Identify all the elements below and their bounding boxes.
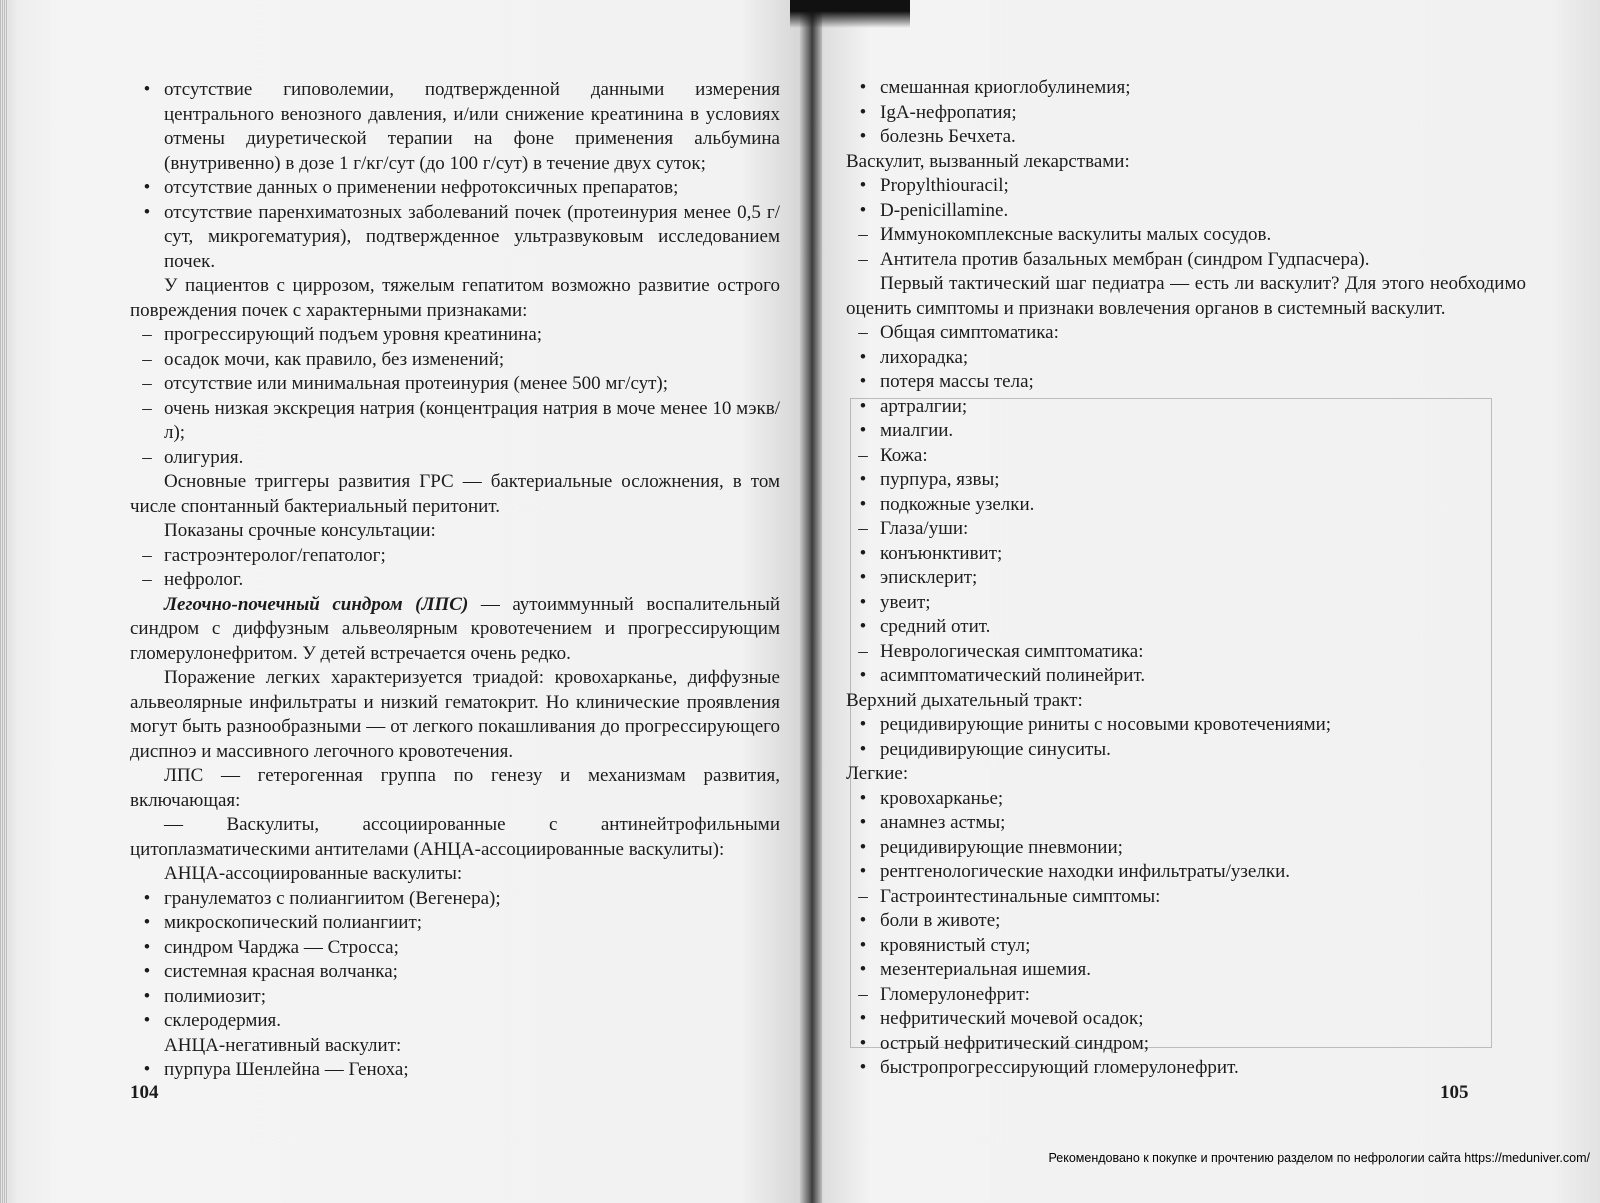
dash-item [846, 321, 1526, 346]
bullet-marker: • [859, 101, 867, 123]
bullet-marker: • [859, 714, 867, 735]
item-text: полимиозит; [164, 985, 267, 1007]
paragraph: Показаны срочные консультации: [164, 520, 436, 541]
watermark: Рекомендовано к покупке и прочтению разделом по нефрологии сайта https://meduniver.com/ [1048, 1151, 1590, 1165]
dash-marker: – [142, 569, 152, 590]
bullet-item [130, 887, 780, 912]
dash-marker: – [858, 640, 868, 662]
item-text: пурпура, язвы; [880, 469, 1000, 490]
item-text: Гастроинтестинальные симптомы: [880, 885, 1161, 907]
bullet-item [846, 909, 1526, 934]
paragraph: — Васкулиты, ассоциированные с антинейтрофильными цитоплазматическими антителами (АНЦА-ассоциированные васкулиты): [130, 814, 780, 860]
item-text: Неврологическая симптоматика: [880, 640, 1144, 662]
bullet-marker: • [859, 665, 867, 686]
bullet-marker: • [143, 1059, 151, 1080]
bullet-marker: • [859, 199, 867, 221]
bullet-marker: • [859, 1057, 867, 1078]
paragraph [130, 593, 780, 667]
item-text: кровохарканье; [880, 787, 1004, 809]
item-text: Общая симптоматика: [880, 322, 1059, 343]
bullet-marker: • [859, 959, 867, 980]
bullet-marker: • [859, 346, 867, 368]
bullet-item [130, 1009, 780, 1034]
bullet-item [846, 811, 1526, 836]
dash-item [846, 983, 1526, 1008]
paragraph: ЛПС — гетерогенная группа по генезу и механизмам развития, включающая: [130, 765, 780, 811]
bullet-marker: • [143, 912, 151, 933]
item-text: отсутствие паренхиматозных заболеваний почек (протеинурия менее 0,5 г/сут, микрогематурия), подтвержденное ультразвуковым исследованием почек. [164, 201, 780, 272]
dash-marker: – [142, 324, 152, 345]
item-text: синдром Чарджа — Стросса; [164, 936, 399, 958]
item-text: острый нефритический синдром; [880, 1032, 1149, 1054]
item-text: Антитела против базальных мембран (синдром Гудпасчера). [880, 248, 1370, 270]
book-gutter [800, 0, 822, 1203]
dash-item [130, 568, 780, 593]
bullet-item [846, 958, 1526, 983]
bullet-marker: • [859, 738, 867, 760]
bullet-item [130, 201, 780, 275]
bullet-item [130, 1058, 780, 1083]
item-text: Propylthiouracil; [880, 175, 1009, 196]
item-text: отсутствие гиповолемии, подтвержденной данными измерения центрального венозного давления, и/или снижение креатинина в условиях отмены диуретической терапии на фоне применения альбумина (внутривенно) в дозе 1 г/кг/сут (до 100 г/сут) в течение двух суток; [164, 79, 780, 174]
dash-marker: – [858, 518, 868, 539]
binding-shadow [790, 0, 910, 28]
dash-marker: – [142, 348, 152, 370]
bullet-item [130, 936, 780, 961]
bullet-item [846, 566, 1526, 591]
dash-marker: – [858, 322, 868, 343]
bullet-item [846, 199, 1526, 224]
dash-item [130, 397, 780, 446]
bullet-marker: • [859, 542, 867, 564]
bullet-item [846, 419, 1526, 444]
dash-item [846, 248, 1526, 273]
bullet-marker: • [143, 936, 151, 958]
bullet-item [846, 836, 1526, 861]
item-text: анамнез астмы; [880, 812, 1006, 833]
bullet-marker: • [143, 887, 151, 909]
paragraph-text: — аутоиммунный воспалительный синдром с диффузным альвеолярным кровотечением и прогрессирующим гломерулонефритом. У детей встречается очень редко. [130, 593, 781, 664]
paragraph: АНЦА-ассоциированные васкулиты: [164, 863, 463, 884]
item-text: рецидивирующие синуситы. [880, 738, 1111, 760]
item-text: олигурия. [164, 446, 244, 468]
bullet-marker: • [859, 420, 867, 441]
bullet-marker: • [859, 787, 867, 809]
item-text: быстропрогрессирующий гломерулонефрит. [880, 1057, 1239, 1078]
bullet-item [846, 542, 1526, 567]
item-text: прогрессирующий подъем уровня креатинина; [164, 324, 543, 345]
item-text: конъюнктивит; [880, 542, 1003, 564]
item-text: эписклерит; [880, 567, 978, 588]
bullet-item [846, 125, 1526, 150]
dash-marker: – [142, 446, 152, 468]
item-text: гранулематоз с полиангиитом (Вегенера); [164, 887, 501, 909]
bullet-item [846, 1007, 1526, 1032]
bullet-item [846, 395, 1526, 420]
dash-item [130, 372, 780, 397]
bullet-item [130, 985, 780, 1010]
bullet-item [130, 960, 780, 985]
item-text: увеит; [880, 591, 931, 613]
dash-item [846, 640, 1526, 665]
bullet-marker: • [859, 812, 867, 833]
bullet-item [846, 174, 1526, 199]
item-text: лихорадка; [880, 346, 969, 368]
item-text: Глаза/уши: [880, 518, 969, 539]
dash-marker: – [858, 224, 868, 245]
bullet-item [846, 738, 1526, 763]
bullet-item [846, 493, 1526, 518]
bullet-item [846, 468, 1526, 493]
bullet-item [846, 101, 1526, 126]
item-text: Гломерулонефрит: [880, 983, 1030, 1005]
subheading: Верхний дыхательный тракт: [846, 689, 1083, 711]
dash-marker: – [142, 397, 152, 419]
item-text: пурпура Шенлейна — Геноха; [164, 1059, 409, 1080]
bullet-marker: • [859, 175, 867, 196]
bullet-item [846, 1032, 1526, 1057]
bullet-marker: • [143, 201, 151, 223]
subheading: Легкие: [846, 763, 909, 784]
item-text: микроскопический полиангиит; [164, 912, 423, 933]
dash-item [130, 544, 780, 569]
right-page [810, 0, 1600, 1203]
item-text: склеродермия. [164, 1010, 282, 1031]
item-text: нефритический мочевой осадок; [880, 1008, 1144, 1029]
item-text: миалгии. [880, 420, 954, 441]
item-text: рентгенологические находки инфильтраты/узелки. [880, 861, 1290, 882]
item-text: системная красная волчанка; [164, 961, 398, 982]
dash-marker: – [858, 248, 868, 270]
bullet-marker: • [859, 371, 867, 392]
bullet-marker: • [143, 1010, 151, 1031]
item-text: болезнь Бечхета. [880, 126, 1016, 147]
item-text: рецидивирующие риниты с носовыми кровотечениями; [880, 714, 1332, 735]
bullet-marker: • [859, 861, 867, 882]
dash-item [130, 323, 780, 348]
dash-item [846, 517, 1526, 542]
bullet-marker: • [859, 77, 867, 98]
item-text: средний отит. [880, 616, 991, 637]
bullet-marker: • [859, 591, 867, 613]
subheading: Васкулит, вызванный лекарствами: [846, 150, 1130, 172]
bullet-item [846, 713, 1526, 738]
dash-item [846, 444, 1526, 469]
bullet-marker: • [143, 79, 151, 100]
right-page-number: 105 [1440, 1082, 1469, 1103]
bullet-marker: • [859, 1032, 867, 1054]
item-text: смешанная криоглобулинемия; [880, 77, 1131, 98]
bullet-marker: • [143, 985, 151, 1007]
item-text: рецидивирующие пневмонии; [880, 836, 1123, 858]
bullet-item [130, 911, 780, 936]
item-text: подкожные узелки. [880, 493, 1035, 515]
item-text: осадок мочи, как правило, без изменений; [164, 348, 505, 370]
item-text: гастроэнтеролог/гепатолог; [164, 544, 386, 566]
bullet-item [846, 934, 1526, 959]
paragraph: Первый тактический шаг педиатра — есть ли васкулит? Для этого необходимо оценить симптомы и признаки вовлечения органов в системный васкулит. [846, 273, 1526, 319]
paragraph: Поражение легких характеризуется триадой: кровохарканье, диффузные альвеолярные инфильтраты и низкий гематокрит. Но клинические проявления могут быть разнообразными — от легкого покашливания до прогрессирующего диспноэ и массивного легочного кровотечения. [130, 667, 780, 762]
dash-item [130, 446, 780, 471]
dash-marker: – [142, 373, 152, 394]
bullet-marker: • [859, 126, 867, 147]
bullet-marker: • [859, 934, 867, 956]
dash-item [846, 885, 1526, 910]
paragraph: У пациентов с циррозом, тяжелым гепатитом возможно развитие острого повреждения почек с характерными признаками: [130, 275, 780, 321]
dash-item [130, 348, 780, 373]
bullet-marker: • [859, 1008, 867, 1029]
bullet-item [130, 78, 780, 176]
item-text: асимптоматический полинейрит. [880, 665, 1146, 686]
bullet-marker: • [859, 910, 867, 931]
item-text: Иммунокомплексные васкулиты малых сосудов. [880, 224, 1272, 245]
paragraph: Основные триггеры развития ГРС — бактериальные осложнения, в том числе спонтанный бактериальный перитонит. [130, 471, 780, 517]
dash-marker: – [142, 544, 152, 566]
bullet-marker: • [859, 567, 867, 588]
bullet-marker: • [859, 395, 867, 417]
dash-marker: – [858, 444, 868, 466]
item-text: артралгии; [880, 395, 968, 417]
bullet-item [846, 860, 1526, 885]
paragraph: АНЦА-негативный васкулит: [164, 1034, 402, 1056]
bullet-item [846, 787, 1526, 812]
page-edges [0, 0, 8, 1203]
item-text: очень низкая экскреция натрия (концентрация натрия в моче менее 10 мэкв/л); [164, 397, 780, 443]
bullet-marker: • [859, 616, 867, 637]
bullet-item [846, 591, 1526, 616]
item-text: отсутствие данных о применении нефротоксичных препаратов; [164, 177, 679, 198]
item-text: IgA-нефропатия; [880, 101, 1017, 123]
bullet-item [846, 76, 1526, 101]
dash-item [846, 223, 1526, 248]
item-text: мезентериальная ишемия. [880, 959, 1091, 980]
bullet-marker: • [143, 961, 151, 982]
left-page-number: 104 [130, 1082, 159, 1103]
bullet-item [130, 176, 780, 201]
bullet-item [846, 1056, 1526, 1081]
item-text: нефролог. [164, 569, 244, 590]
bullet-item [846, 615, 1526, 640]
item-text: кровянистый стул; [880, 934, 1031, 956]
bullet-marker: • [143, 177, 151, 198]
bullet-item [846, 664, 1526, 689]
bullet-marker: • [859, 469, 867, 490]
item-text: D-penicillamine. [880, 199, 1009, 221]
item-text: боли в животе; [880, 910, 1001, 931]
item-text: отсутствие или минимальная протеинурия (менее 500 мг/сут); [164, 373, 669, 394]
dash-marker: – [858, 885, 868, 907]
left-page-text [130, 78, 780, 1083]
term-heading: Легочно-почечный синдром (ЛПС) [164, 593, 469, 615]
dash-marker: – [858, 983, 868, 1005]
bullet-marker: • [859, 836, 867, 858]
bullet-marker: • [859, 493, 867, 515]
right-page-text [846, 76, 1526, 1081]
item-text: Кожа: [880, 444, 928, 466]
bullet-item [846, 346, 1526, 371]
bullet-item [846, 370, 1526, 395]
item-text: потеря массы тела; [880, 371, 1034, 392]
